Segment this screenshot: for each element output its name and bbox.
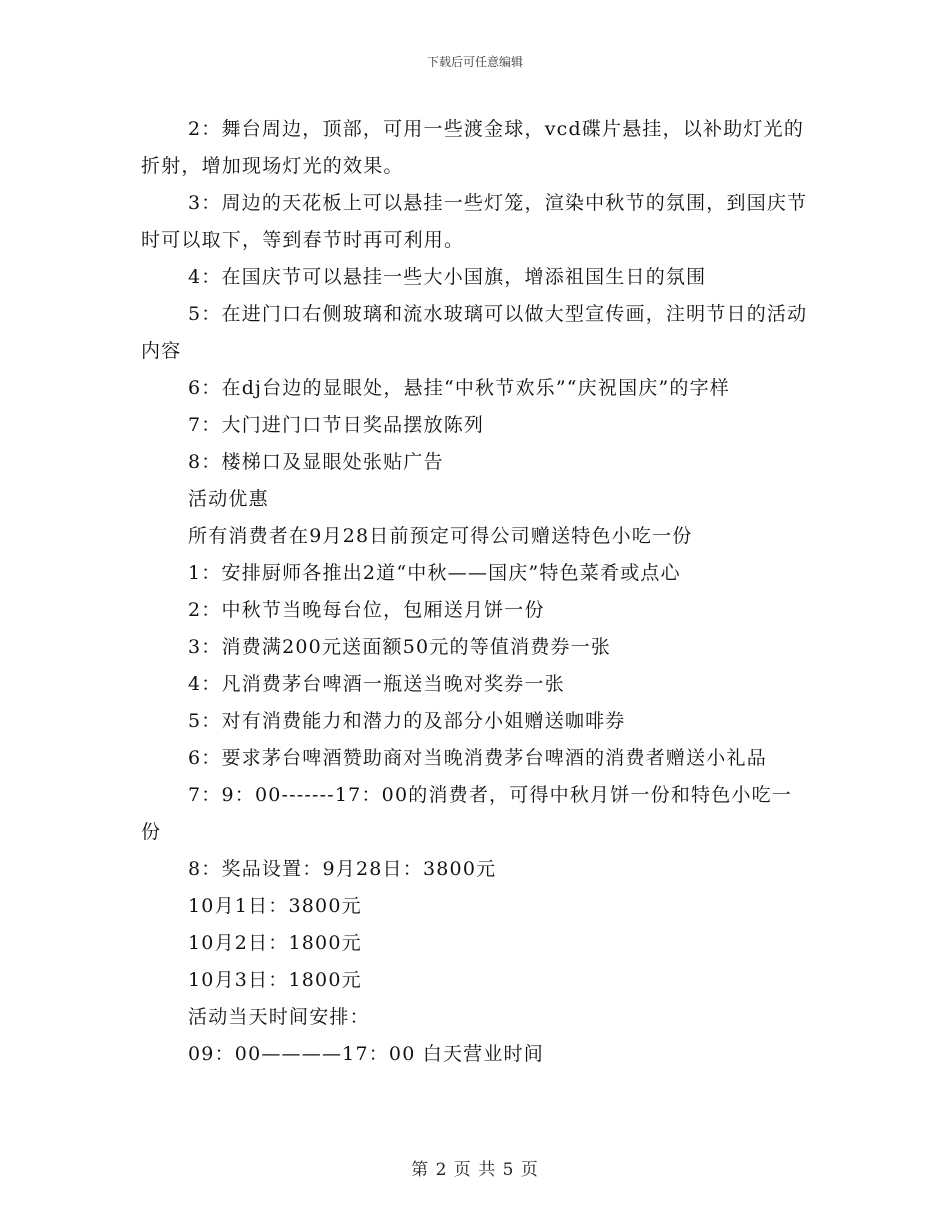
paragraph: 2：舞台周边，顶部，可用一些渡金球，vcd碟片悬挂，以补助灯光的折射，增加现场灯光的效果。 [141, 118, 805, 177]
section-heading: 活动优惠 [188, 488, 269, 510]
paragraph: 5：对有消费能力和潜力的及部分小姐赠送咖啡券 [188, 710, 626, 732]
paragraph: 8：楼梯口及显眼处张贴广告 [188, 451, 444, 473]
section-heading: 活动当天时间安排： [188, 1006, 370, 1028]
document-body [141, 111, 809, 1073]
paragraph: 6：在dj台边的显眼处，悬挂“中秋节欢乐”“庆祝国庆”的字样 [188, 377, 730, 399]
paragraph: 10月1日：3800元 [188, 895, 362, 917]
paragraph: 4：在国庆节可以悬挂一些大小国旗，增添祖国生日的氛围 [188, 266, 707, 288]
page-number: 第 2 页 共 5 页 [411, 1160, 539, 1180]
paragraph: 1：安排厨师各推出2道“中秋——国庆”特色菜肴或点心 [188, 562, 681, 584]
paragraph: 10月3日：1800元 [188, 969, 362, 991]
paragraph: 09：00————17：00 白天营业时间 [188, 1043, 544, 1065]
paragraph: 3：消费满200元送面额50元的等值消费券一张 [188, 636, 612, 658]
paragraph: 8：奖品设置：9月28日：3800元 [188, 858, 497, 880]
paragraph: 所有消费者在9月28日前预定可得公司赠送特色小吃一份 [188, 525, 693, 547]
paragraph: 3：周边的天花板上可以悬挂一些灯笼，渲染中秋节的氛围，到国庆节时可以取下，等到春节时再可利用。 [141, 192, 808, 251]
paragraph: 7：9：00-------17：00的消费者，可得中秋月饼一份和特色小吃一份 [141, 784, 793, 843]
paragraph: 5：在进门口右侧玻璃和流水玻璃可以做大型宣传画，注明节日的活动内容 [141, 303, 808, 362]
paragraph: 4：凡消费茅台啤酒一瓶送当晚对奖券一张 [188, 673, 565, 695]
paragraph: 10月2日：1800元 [188, 932, 362, 954]
paragraph: 6：要求茅台啤酒赞助商对当晚消费茅台啤酒的消费者赠送小礼品 [188, 747, 767, 769]
paragraph: 7：大门进门口节日奖品摆放陈列 [188, 414, 485, 436]
page-header: 下载后可任意编辑 [426, 55, 523, 69]
paragraph: 2：中秋节当晚每台位，包厢送月饼一份 [188, 599, 545, 621]
